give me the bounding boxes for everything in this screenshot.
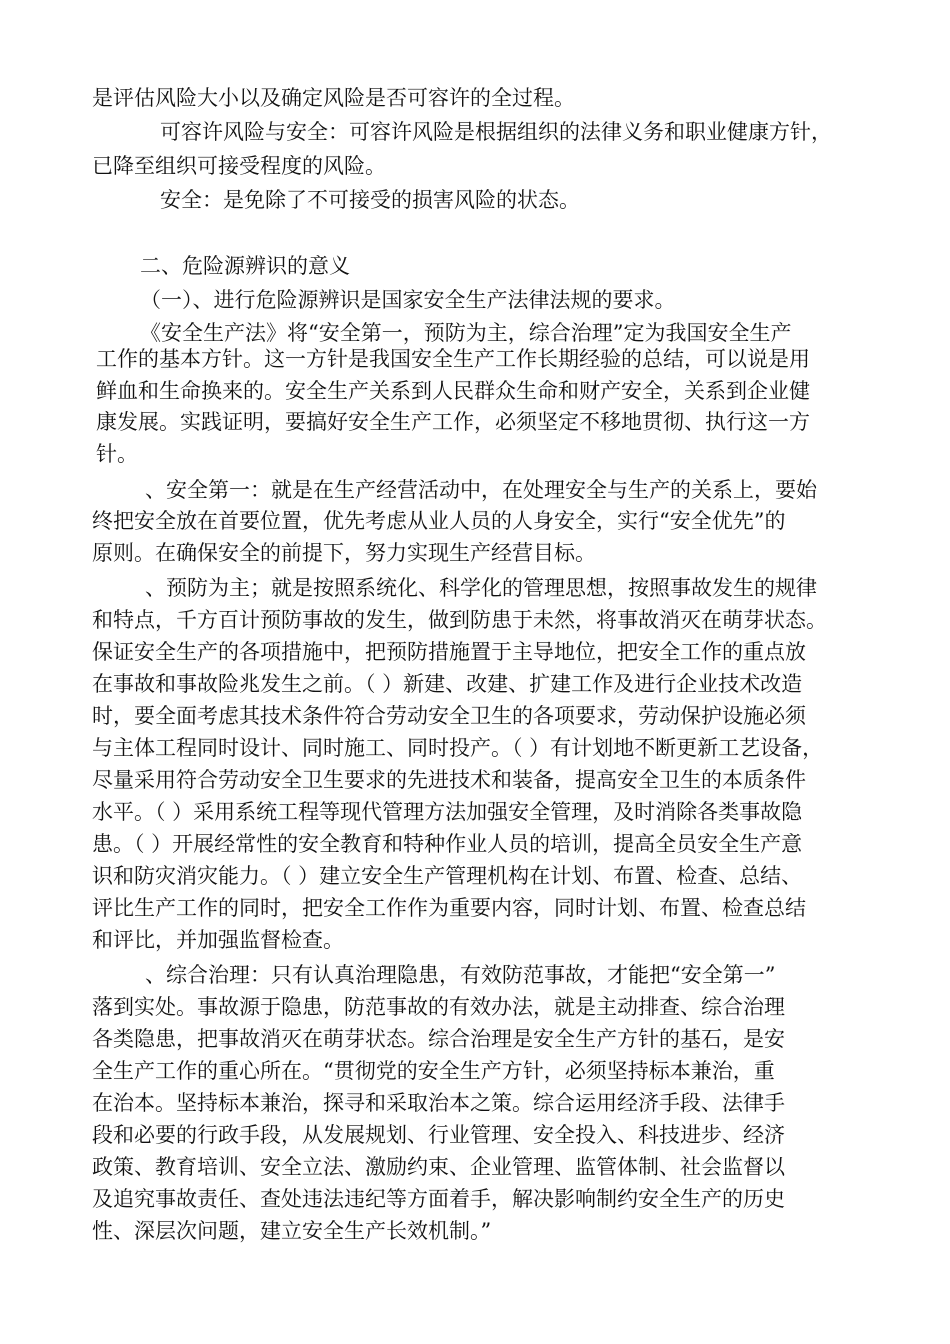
text-line: 和特点，千方百计预防事故的发生，做到防患于未然，将事故消灭在萌芽状态。: [92, 608, 827, 632]
text-line: 针。: [96, 442, 138, 466]
text-line: 已降至组织可接受程度的风险。: [92, 154, 386, 178]
text-line: 工作的基本方针。这一方针是我国安全生产工作长期经验的总结，可以说是用: [96, 347, 810, 371]
subsection-heading: （一）、进行危险源辨识是国家安全生产法律法规的要求。: [140, 288, 676, 312]
text-line: 及追究事故责任、查处违法违纪等方面着手，解决影响制约安全生产的历史: [92, 1187, 785, 1211]
text-line: 安全：是免除了不可接受的损害风险的状态。: [160, 188, 580, 212]
text-line: 保证安全生产的各项措施中，把预防措施置于主导地位，把安全工作的重点放: [92, 640, 806, 664]
text-line: 在事故和事故险兆发生之前。（ ）新建、改建、扩建工作及进行企业技术改造: [92, 672, 803, 696]
section-heading: 二、危险源辨识的意义: [140, 254, 350, 278]
text-line: 段和必要的行政手段，从发展规划、行业管理、安全投入、科技进步、经济: [92, 1123, 785, 1147]
text-line: 是评估风险大小以及确定风险是否可容许的全过程。: [92, 86, 575, 110]
text-line: 在治本。坚持标本兼治，探寻和采取治本之策。综合运用经济手段、法律手: [92, 1091, 785, 1115]
text-line: 尽量采用符合劳动安全卫生要求的先进技术和装备，提高安全卫生的本质条件: [92, 768, 806, 792]
text-line: 和评比，并加强监督检查。: [92, 928, 344, 952]
text-line: 各类隐患，把事故消灭在萌芽状态。综合治理是安全生产方针的基石，是安: [92, 1027, 785, 1051]
text-line: 政策、教育培训、安全立法、激励约束、企业管理、监管体制、社会监督以: [92, 1155, 785, 1179]
text-line: 、安全第一：就是在生产经营活动中，在处理安全与生产的关系上，要始: [145, 478, 817, 502]
text-line: 与主体工程同时设计、同时施工、同时投产。（ ）有计划地不断更新工艺设备，: [92, 736, 824, 760]
text-line: 水平。（ ）采用系统工程等现代管理方法加强安全管理，及时消除各类事故隐: [92, 800, 803, 824]
text-line: 患。（ ）开展经常性的安全教育和特种作业人员的培训，提高全员安全生产意: [92, 832, 803, 856]
text-line: 性、深层次问题，建立安全生产长效机制。”: [92, 1219, 492, 1243]
text-line: 评比生产工作的同时，把安全工作作为重要内容，同时计划、布置、检查总结: [92, 896, 806, 920]
text-line: 可容许风险与安全：可容许风险是根据组织的法律义务和职业健康方针，: [160, 120, 832, 144]
text-line: 全生产工作的重心所在。“贯彻党的安全生产方针，必须坚持标本兼治，重: [92, 1059, 775, 1083]
text-line: 落到实处。事故源于隐患，防范事故的有效办法，就是主动排查、综合治理: [92, 995, 785, 1019]
text-line: 康发展。实践证明，要搞好安全生产工作，必须坚定不移地贯彻、执行这一方: [96, 410, 810, 434]
text-line: 原则。在确保安全的前提下，努力实现生产经营目标。: [92, 541, 596, 565]
text-line: 终把安全放在首要位置，优先考虑从业人员的人身安全，实行“安全优先”的: [92, 509, 786, 533]
text-line: 、预防为主；就是按照系统化、科学化的管理思想，按照事故发生的规律: [145, 576, 817, 600]
text-line: 、综合治理：只有认真治理隐患，有效防范事故，才能把“安全第一”: [145, 963, 776, 987]
text-line: 时，要全面考虑其技术条件符合劳动安全卫生的各项要求，劳动保护设施必须: [92, 704, 806, 728]
text-line: 识和防灾消灾能力。（ ）建立安全生产管理机构在计划、布置、检查、总结、: [92, 864, 803, 888]
text-line: 《安全生产法》将“安全第一，预防为主，综合治理”定为我国安全生产: [140, 321, 792, 345]
text-line: 鲜血和生命换来的。安全生产关系到人民群众生命和财产安全，关系到企业健: [96, 379, 810, 403]
